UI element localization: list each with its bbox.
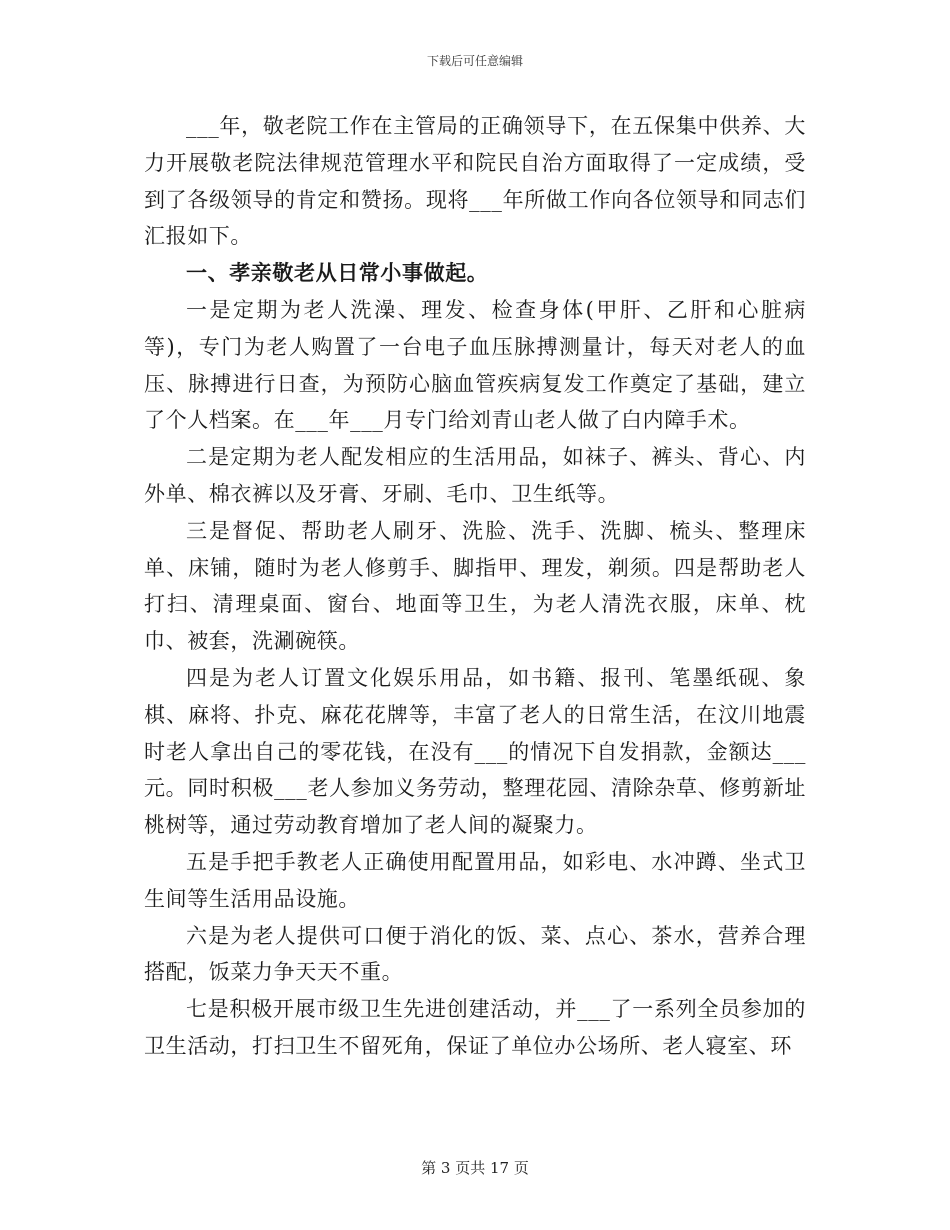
- paragraph-item-5: 五是手把手教老人正确使用配置用品，如彩电、水冲蹲、坐式卫生间等生活用品设施。: [144, 849, 806, 911]
- paragraph-item-1: 一是定期为老人洗澡、理发、检查身体(甲肝、乙肝和心脏病等)，专门为老人购置了一台电子血压脉搏测量计，每天对老人的血压、脉搏进行日查，为预防心脑血管疾病复发工作奠定了基础，建立了个人档案。在___年___月专门给刘青山老人做了白内障手术。: [144, 297, 806, 433]
- paragraph-item-7: 七是积极开展市级卫生先进创建活动，并___了一系列全员参加的卫生活动，打扫卫生不留死角，保证了单位办公场所、老人寝室、环: [144, 997, 806, 1058]
- page-header: 下载后可任意编辑: [426, 54, 523, 68]
- intro-paragraph: ___年，敬老院工作在主管局的正确领导下，在五保集中供养、大力开展敬老院法律规范管理水平和院民自治方面取得了一定成绩，受到了各级领导的肯定和赞扬。现将___年所做工作向各位领导和同志们汇报如下。: [144, 114, 806, 249]
- section-heading: 一、孝亲敬老从日常小事做起。: [186, 260, 489, 286]
- document-body: [144, 108, 806, 1065]
- page-number: 第 3 页共 17 页: [421, 1159, 529, 1177]
- paragraph-item-2: 二是定期为老人配发相应的生活用品，如袜子、裤头、背心、内外单、棉衣裤以及牙膏、牙刷、毛巾、卫生纸等。: [144, 445, 806, 506]
- paragraph-item-6: 六是为老人提供可口便于消化的饭、菜、点心、茶水，营养合理搭配，饭菜力争天天不重。: [144, 923, 806, 985]
- paragraph-item-4: 四是为老人订置文化娱乐用品，如书籍、报刊、笔墨纸砚、象棋、麻将、扑克、麻花花牌等，丰富了老人的日常生活，在汶川地震时老人拿出自己的零花钱，在没有___的情况下自发捐款，金额达___元。同时积极___老人参加义务劳动，整理花园、清除杂草、修剪新址桃树等，通过劳动教育增加了老人间的凝聚力。: [144, 665, 806, 838]
- paragraph-item-3: 三是督促、帮助老人刷牙、洗脸、洗手、洗脚、梳头、整理床单、床铺，随时为老人修剪手、脚指甲、理发，剃须。四是帮助老人打扫、清理桌面、窗台、地面等卫生，为老人清洗衣服，床单、枕巾、被套，洗涮碗筷。: [144, 518, 806, 654]
